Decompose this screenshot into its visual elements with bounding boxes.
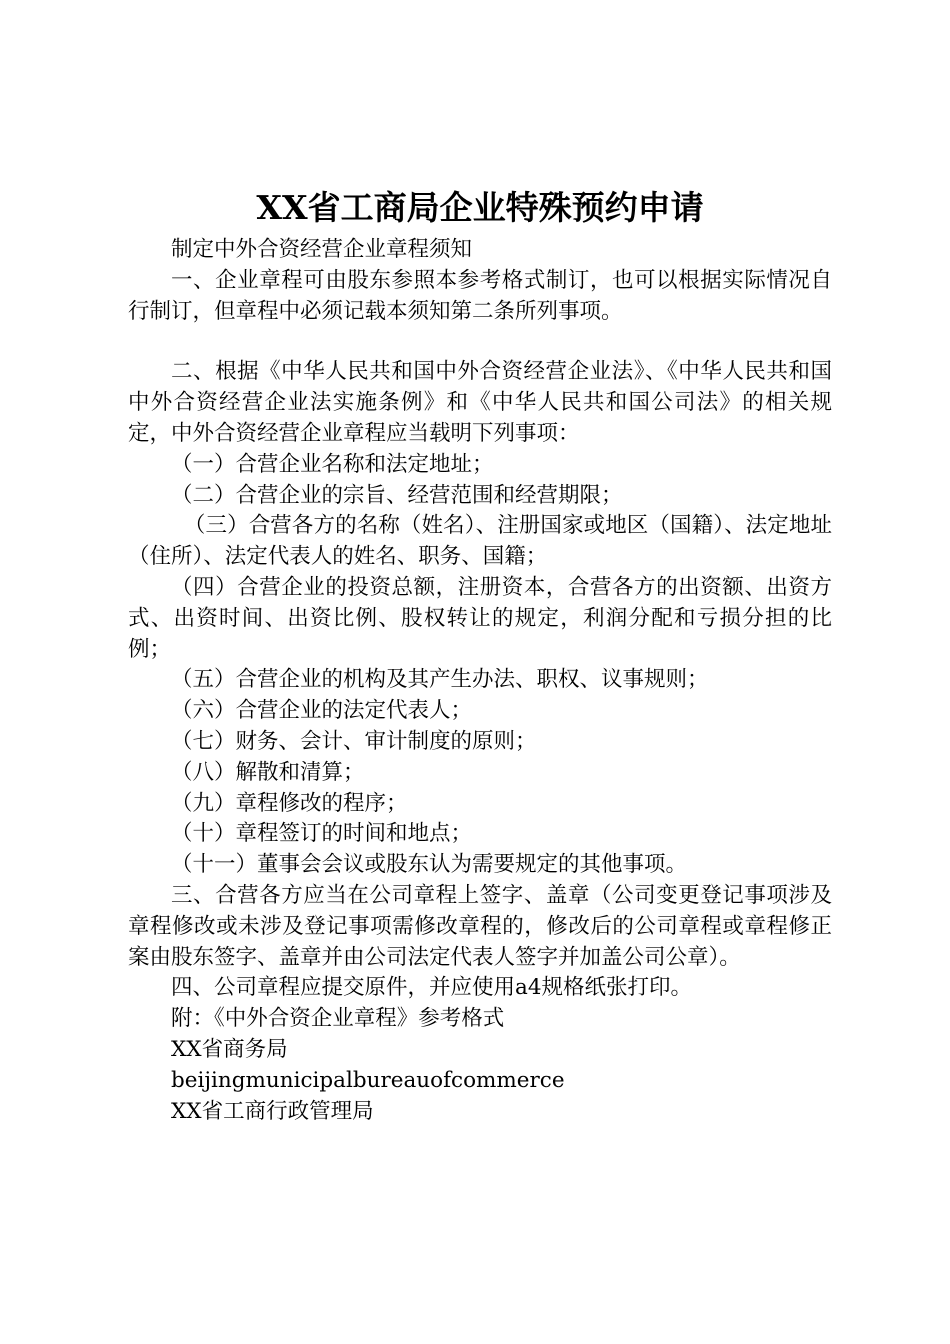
bureau-name-cn: XX省商务局 <box>171 1036 288 1062</box>
list-item-11: （十一）董事会会议或股东认为需要规定的其他事项。 <box>171 852 688 878</box>
list-item-3: （三）合营各方的名称（姓名）、注册国家或地区（国籍）、法定地址（住所）、法定代表人的姓名、职务、国籍； <box>128 513 832 570</box>
paragraph-item-4: 四、公司章程应提交原件，并应使用a4规格纸张打印。 <box>171 975 692 1001</box>
list-item-6: （六）合营企业的法定代表人； <box>171 698 473 724</box>
paragraph-item-3: 三、合营各方应当在公司章程上签字、盖章（公司变更登记事项涉及章程修改或未涉及登记事项需修改章程的，修改后的公司章程或章程修正案由股东签字、盖章并由公司法定代表人签字并加盖公司公章）。 <box>128 882 832 970</box>
document-page <box>128 185 832 1127</box>
list-item-10: （十）章程签订的时间和地点； <box>171 821 473 847</box>
list-item-2: （二）合营企业的宗旨、经营范围和经营期限； <box>171 482 623 508</box>
list-item-8: （八）解散和清算； <box>171 759 365 785</box>
list-item-9: （九）章程修改的程序； <box>171 790 408 816</box>
paragraph-item-1: 一、企业章程可由股东参照本参考格式制订，也可以根据实际情况自行制订，但章程中必须记载本须知第二条所列事项。 <box>128 267 832 324</box>
appendix-line: 附：《中外合资企业章程》参考格式 <box>171 1006 505 1032</box>
blank-line <box>128 327 832 357</box>
list-item-5: （五）合营企业的机构及其产生办法、职权、议事规则； <box>171 667 709 693</box>
bureau-name-en: beijingmunicipalbureauofcommerce <box>171 1067 565 1093</box>
paragraph-intro: 制定中外合资经营企业章程须知 <box>171 237 473 262</box>
document-title: XX省工商局企业特殊预约申请 <box>256 188 704 227</box>
list-item-1: （一）合营企业名称和法定地址； <box>171 451 494 477</box>
list-item-7: （七）财务、会计、审计制度的原则； <box>171 728 537 754</box>
list-item-4: （四）合营企业的投资总额，注册资本，合营各方的出资额、出资方式、出资时间、出资比例、股权转让的规定，利润分配和亏损分担的比例； <box>128 574 832 662</box>
paragraph-item-2: 二、根据《中华人民共和国中外合资经营企业法》、《中华人民共和国中外合资经营企业法实施条例》和《中华人民共和国公司法》的相关规定，中外合资经营企业章程应当载明下列事项： <box>128 359 832 446</box>
administration-name: XX省工商行政管理局 <box>171 1098 374 1124</box>
